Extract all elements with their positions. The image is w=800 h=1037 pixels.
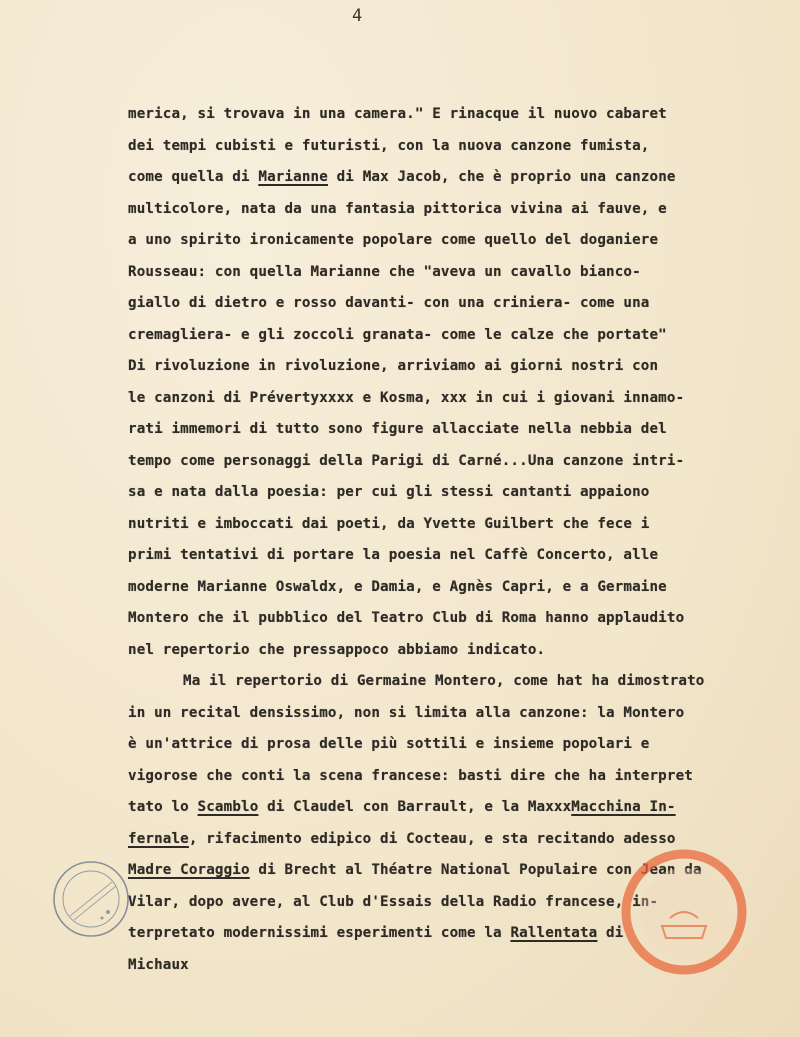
line-text: come quella di	[128, 169, 259, 185]
line-text: , rifacimento edipico di Cocteau, e sta recitando adesso	[188, 830, 676, 847]
text-line	[128, 320, 778, 352]
page-number: 4	[352, 6, 363, 26]
line-text: moderne Marianne Oswaldx, e Damia, e Agnès Capri, e a Germaine	[128, 578, 667, 595]
line-text: rati immemori di tutto sono figure allacciate nella nebbia del	[128, 421, 667, 437]
line-text: di Claudel con Barrault, e la Maxxx	[258, 799, 572, 815]
text-line	[128, 635, 778, 667]
line-text: giallo di dietro e rosso davanti- con una criniera- come una	[128, 295, 650, 311]
text-line	[128, 792, 778, 824]
line-text: di	[597, 925, 624, 941]
line-text: Di rivoluzione in rivoluzione, arriviamo ai giorni nostri con	[128, 358, 659, 374]
line-text: nutriti e imboccati dai poeti, da Yvette Guilbert che fece i	[128, 515, 650, 532]
line-text: di Max Jacob, che è proprio una canzone	[327, 169, 676, 185]
line-text: Vilar, dopo avere, al Club d'Essais della Radio francese, in-	[128, 893, 659, 910]
text-line	[128, 194, 778, 226]
line-text: primi tentativi di portare la poesia nel Caffè Concerto, alle	[128, 547, 659, 563]
text-line	[128, 131, 778, 163]
text-line	[128, 225, 778, 257]
text-line	[128, 383, 778, 415]
line-text: tato lo	[128, 799, 198, 815]
line-text: a uno spirito ironicamente popolare come quello del doganiere	[128, 232, 659, 248]
text-line	[128, 540, 778, 572]
line-text: vigorose che conti la scena francese: basti dire che ha interpret	[128, 767, 693, 784]
text-line	[128, 509, 778, 541]
line-text: Rousseau: con quella Marianne che "aveva un cavallo bianco-	[128, 263, 641, 280]
line-text: di Brecht al Théatre National Populaire con Jean da	[249, 862, 702, 878]
line-text: le canzoni di Prévertyxxxx e Kosma, xxx in cui i giovani innamo-	[128, 389, 685, 406]
text-line	[128, 351, 778, 383]
line-text: dei tempi cubisti e futuristi, con la nuova canzone fumista,	[128, 137, 650, 154]
text-line	[128, 288, 778, 320]
text-line	[128, 729, 778, 761]
line-text: Montero che il pubblico del Teatro Club di Roma hanno applaudito	[128, 610, 685, 626]
underlined-title: Rallentata	[510, 925, 598, 941]
text-line	[128, 162, 778, 194]
text-line	[128, 257, 778, 289]
line-text: è un'attrice di prosa delle più sottili e insieme popolari e	[128, 736, 650, 752]
text-line	[128, 603, 778, 635]
text-line	[128, 477, 778, 509]
line-text: cremagliera- e gli zoccoli granata- come le calze che portate"	[128, 326, 667, 343]
underlined-title: Marianne	[258, 169, 328, 185]
text-line	[128, 666, 778, 698]
line-text: merica, si trovava in una camera." E rinacque il nuovo cabaret	[128, 106, 667, 122]
text-line	[128, 99, 778, 131]
underlined-title: Scamblo	[197, 799, 259, 815]
line-text: Michaux	[128, 956, 189, 973]
text-line	[128, 446, 778, 478]
line-text: in un recital densissimo, non si limita alla canzone: la Montero	[128, 704, 685, 721]
line-text: terpretato modernissimi esperimenti come la	[128, 925, 511, 941]
line-text: Ma il repertorio di Germaine Montero, come hat ha dimostrato	[183, 673, 705, 689]
underlined-title: fernale	[128, 830, 189, 847]
text-line	[128, 698, 778, 730]
text-line	[128, 572, 778, 604]
line-text: nel repertorio che pressappoco abbiamo indicato.	[128, 641, 546, 658]
line-text: sa e nata dalla poesia: per cui gli stessi cantanti appaiono	[128, 484, 650, 500]
library-stamp	[50, 858, 132, 940]
underlined-title: Macchina In-	[571, 799, 676, 815]
text-line	[128, 414, 778, 446]
underlined-title: Madre Coraggio	[128, 862, 250, 878]
text-line	[128, 761, 778, 793]
line-text: multicolore, nata da una fantasia pittorica vivina ai fauve, e	[128, 200, 667, 217]
baldini-stamp	[620, 848, 748, 976]
line-text: tempo come personaggi della Parigi di Carné...Una canzone intri-	[128, 452, 685, 469]
